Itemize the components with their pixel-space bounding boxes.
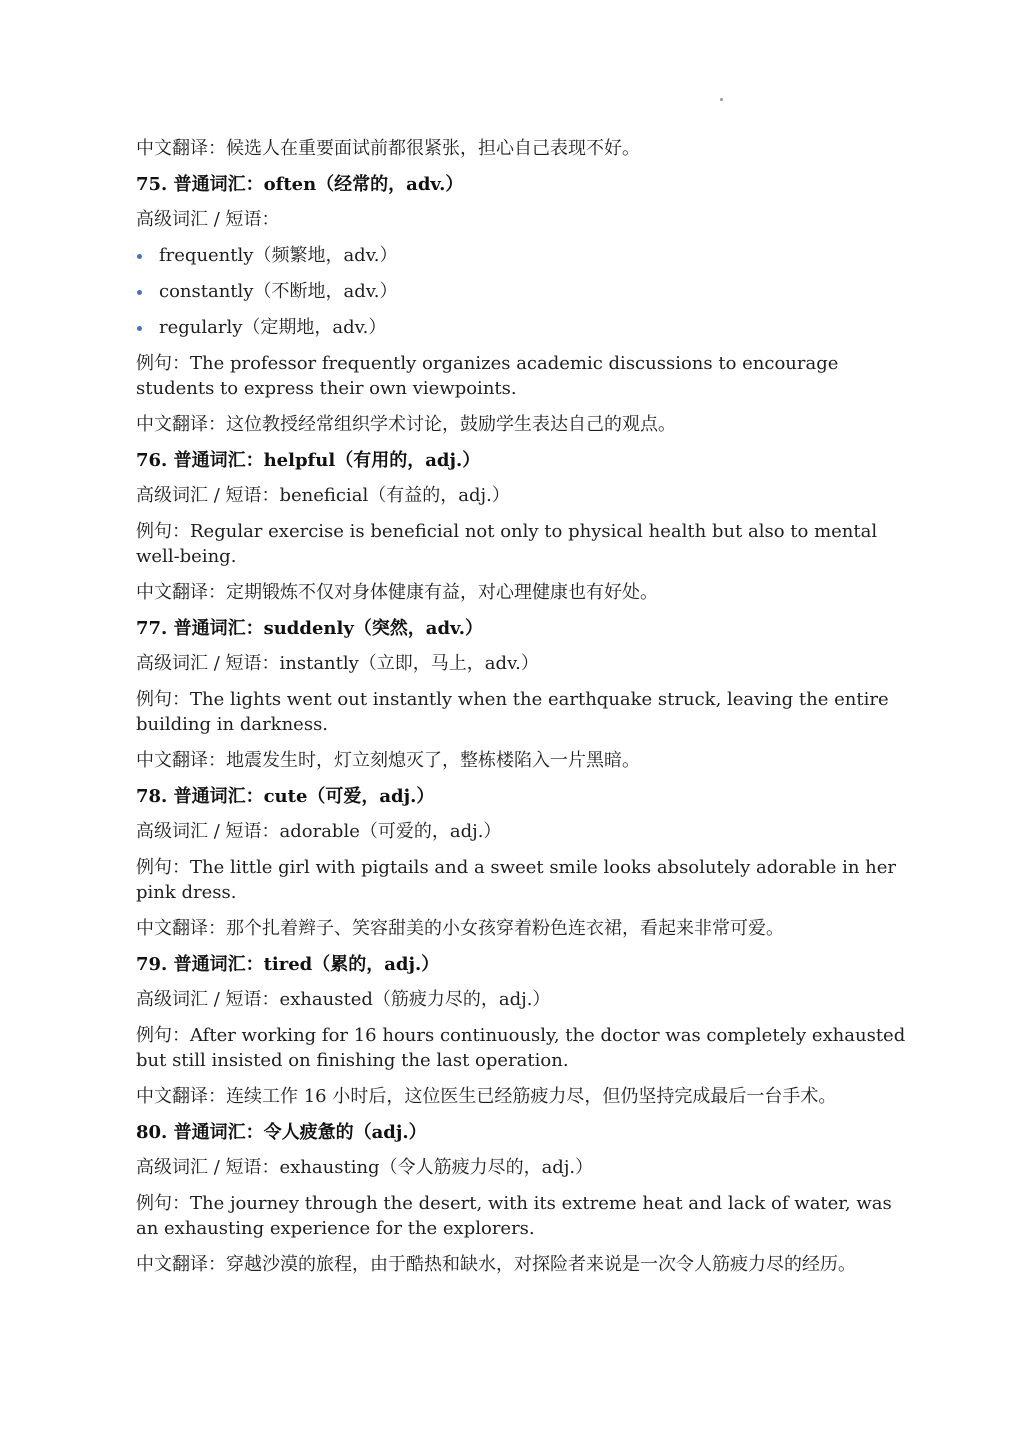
block-text: 例句：The professor frequently organizes academic discussions to encourage students to express their own viewpoints. [136,353,839,399]
block-text: constantly（不断地，adv.） [159,281,398,302]
bullet-icon [137,254,142,259]
block-text: 76. 普通词汇：helpful（有用的，adj.） [136,450,481,471]
block-text: 中文翻译：定期锻炼不仅对身体健康有益，对心理健康也有好处。 [136,582,658,603]
body-line [136,1155,906,1180]
body-line [136,987,906,1012]
block-text: regularly（定期地，adv.） [159,317,387,338]
body-line [136,819,906,844]
block-text: 78. 普通词汇：cute（可爱，adj.） [136,786,435,807]
body-line [136,855,906,905]
synonym-list-item [136,279,906,304]
body-line [136,1023,906,1073]
entry-heading [136,1120,906,1145]
block-text: 例句：The lights went out instantly when the earthquake struck, leaving the entire building in darkness. [136,689,889,735]
body-line [136,651,906,676]
block-text: 例句：After working for 16 hours continuously, the doctor was completely exhausted but still insisted on finishing the last operation. [136,1025,906,1071]
block-text: 高级词汇 / 短语：adorable（可爱的，adj.） [136,821,502,842]
synonym-list-item [136,315,906,340]
block-text: 高级词汇 / 短语： [136,209,280,230]
body-line [136,748,906,773]
block-text: 中文翻译：穿越沙漠的旅程，由于酷热和缺水，对探险者来说是一次令人筋疲力尽的经历。 [136,1254,856,1275]
body-line [136,519,906,569]
block-text: 80. 普通词汇：令人疲惫的（adj.） [136,1122,427,1143]
document-content [136,136,906,1288]
block-text: 中文翻译：这位教授经常组织学术讨论，鼓励学生表达自己的观点。 [136,414,676,435]
body-line [136,483,906,508]
block-text: 高级词汇 / 短语：instantly（立即，马上，adv.） [136,653,539,674]
bullet-icon [137,290,142,295]
body-line [136,1191,906,1241]
synonym-list-item [136,243,906,268]
block-text: 77. 普通词汇：suddenly（突然，adv.） [136,618,483,639]
bullet-icon [137,326,142,331]
block-text: 中文翻译：连续工作 16 小时后，这位医生已经筋疲力尽，但仍坚持完成最后一台手术。 [136,1086,837,1107]
entry-heading [136,448,906,473]
body-line [136,687,906,737]
entry-heading [136,616,906,641]
body-line [136,916,906,941]
block-text: 中文翻译：候选人在重要面试前都很紧张，担心自己表现不好。 [136,138,640,159]
block-text: 75. 普通词汇：often（经常的，adv.） [136,174,464,195]
block-text: 中文翻译：那个扎着辫子、笑容甜美的小女孩穿着粉色连衣裙，看起来非常可爱。 [136,918,784,939]
body-line [136,412,906,437]
entry-heading [136,172,906,197]
block-text: 高级词汇 / 短语：beneficial（有益的，adj.） [136,485,510,506]
block-text: 例句：The journey through the desert, with its extreme heat and lack of water, was an exhausting experience for the explorers. [136,1193,892,1239]
body-line [136,580,906,605]
body-line [136,1084,906,1109]
body-line [136,351,906,401]
body-line [136,1252,906,1277]
entry-heading [136,784,906,809]
entry-heading [136,952,906,977]
block-text: 例句：The little girl with pigtails and a sweet smile looks absolutely adorable in her pink dress. [136,857,897,903]
block-text: 中文翻译：地震发生时，灯立刻熄灭了，整栋楼陷入一片黑暗。 [136,750,640,771]
block-text: 79. 普通词汇：tired（累的，adj.） [136,954,440,975]
block-text: 高级词汇 / 短语：exhausting（令人筋疲力尽的，adj.） [136,1157,594,1178]
body-line [136,207,906,232]
block-text: 例句：Regular exercise is beneficial not only to physical health but also to mental well-being. [136,521,878,567]
block-text: frequently（频繁地，adv.） [159,245,398,266]
body-line [136,136,906,161]
block-text: 高级词汇 / 短语：exhausted（筋疲力尽的，adj.） [136,989,551,1010]
page-mark-dot [720,98,723,101]
